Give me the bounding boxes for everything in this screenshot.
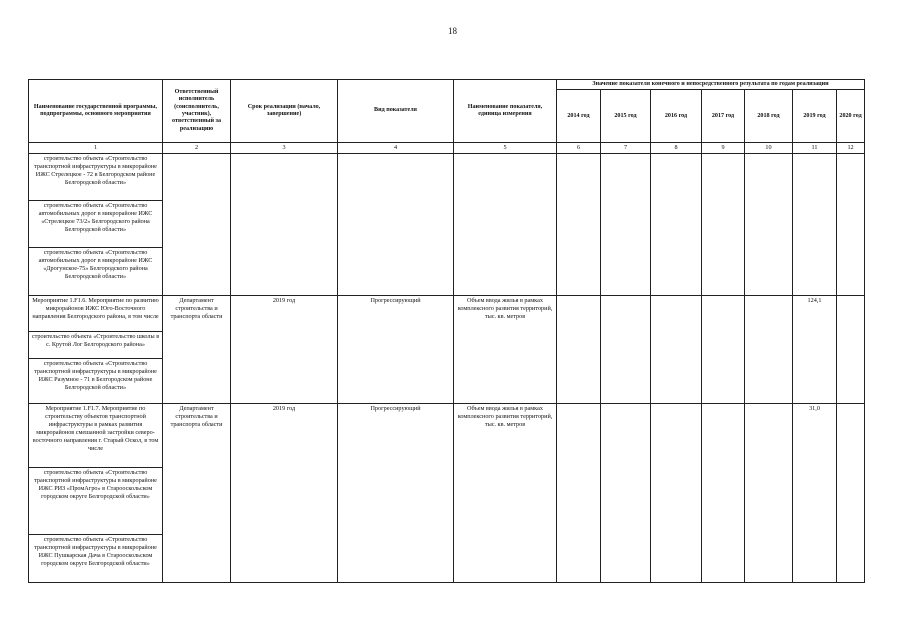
type-cell: Прогрессирующий bbox=[338, 404, 454, 583]
table-row bbox=[29, 296, 865, 332]
header-group-title: Значение показателя конечного и непосредственного результата по годам реализации bbox=[557, 80, 865, 90]
header-year: 2014 год bbox=[557, 90, 601, 143]
col-number: 6 bbox=[557, 143, 601, 154]
page-number: 18 bbox=[448, 26, 457, 36]
cell-empty bbox=[702, 404, 745, 583]
header-name: Наименование государственной программы, подпрограммы, основного мероприятия bbox=[29, 80, 163, 143]
executor-cell: Департамент строительства и транспорта области bbox=[163, 296, 231, 404]
cell-empty bbox=[837, 154, 865, 296]
col-number: 1 bbox=[29, 143, 163, 154]
col-number: 2 bbox=[163, 143, 231, 154]
indicators-table bbox=[28, 79, 865, 583]
period-cell: 2019 год bbox=[231, 296, 338, 404]
cell-empty bbox=[163, 154, 231, 296]
row-name: Мероприятие 1.F1.6. Мероприятие по развитию микрорайонов ИЖС Юго-Восточного направления Белгородского района, в том числе bbox=[29, 296, 163, 332]
row-name: строительство объекта «Строительство транспортной инфраструктуры в микрорайоне ИЖС Разумное - 71 в Белгородском районе Белгородской области» bbox=[29, 359, 163, 404]
col-number: 11 bbox=[793, 143, 837, 154]
header-period: Срок реализации (начало, завершение) bbox=[231, 80, 338, 143]
cell-empty bbox=[338, 154, 454, 296]
row-name: строительство объекта «Строительство автомобильных дорог в микрорайоне ИЖС «Дрогунское-75» Белгородского района Белгородской области» bbox=[29, 248, 163, 296]
header-row-top bbox=[29, 80, 865, 90]
value-2019-cell: 31,0 bbox=[793, 404, 837, 583]
cell-empty bbox=[557, 404, 601, 583]
indicator-cell: Объем ввода жилья в рамках комплексного развития территорий, тыс. кв. метров bbox=[454, 296, 557, 404]
header-year: 2020 год bbox=[837, 90, 865, 143]
row-name: строительство объекта «Строительство автомобильных дорог в микрорайоне ИЖС «Стрелецкое 73/2» Белгородского района Белгородской области» bbox=[29, 201, 163, 248]
col-number: 12 bbox=[837, 143, 865, 154]
col-number: 10 bbox=[745, 143, 793, 154]
col-number: 5 bbox=[454, 143, 557, 154]
cell-empty bbox=[745, 296, 793, 404]
cell-empty bbox=[793, 154, 837, 296]
cell-empty bbox=[837, 404, 865, 583]
row-name: Мероприятие 1.F1.7. Мероприятие по строительству объектов транспортной инфраструктуры в рамках развития микрорайонов смешанной застройки северо-восточного направления г. Старый Оскол, в том числе bbox=[29, 404, 163, 468]
header-executor: Ответственный исполнитель (соисполнитель, участник), ответственный за реализацию bbox=[163, 80, 231, 143]
header-year: 2015 год bbox=[601, 90, 651, 143]
col-number: 3 bbox=[231, 143, 338, 154]
cell-empty bbox=[702, 296, 745, 404]
cell-empty bbox=[601, 404, 651, 583]
header-year: 2019 год bbox=[793, 90, 837, 143]
row-name: строительство объекта «Строительство транспортной инфраструктуры в микрорайоне ИЖС РИЗ «ПромАгро» в Старооскольском городском округе Белгородской области» bbox=[29, 468, 163, 535]
row-name: строительство объекта «Строительство транспортной инфраструктуры в микрорайоне ИЖС Пушкарская Дача в Старооскольском городском округе Белгородской области» bbox=[29, 535, 163, 583]
indicator-cell: Объем ввода жилья в рамках комплексного развития территорий, тыс. кв. метров bbox=[454, 404, 557, 583]
executor-cell: Департамент строительства и транспорта области bbox=[163, 404, 231, 583]
row-name: строительство объекта «Строительство транспортной инфраструктуры в микрорайоне ИЖС Стрелецкое - 72 в Белгородском районе Белгородской области» bbox=[29, 154, 163, 201]
cell-empty bbox=[651, 154, 702, 296]
table-row bbox=[29, 154, 865, 201]
col-number: 4 bbox=[338, 143, 454, 154]
cell-empty bbox=[651, 404, 702, 583]
cell-empty bbox=[651, 296, 702, 404]
cell-empty bbox=[837, 296, 865, 404]
column-number-row bbox=[29, 143, 865, 154]
header-year: 2018 год bbox=[745, 90, 793, 143]
header-type: Вид показателя bbox=[338, 80, 454, 143]
cell-empty bbox=[601, 154, 651, 296]
cell-empty bbox=[702, 154, 745, 296]
cell-empty bbox=[557, 296, 601, 404]
row-name: строительство объекта «Строительство школы в с. Крутой Лог Белгородского района» bbox=[29, 332, 163, 359]
cell-empty bbox=[601, 296, 651, 404]
cell-empty bbox=[745, 404, 793, 583]
table-row bbox=[29, 404, 865, 468]
type-cell: Прогрессирующий bbox=[338, 296, 454, 404]
col-number: 8 bbox=[651, 143, 702, 154]
cell-empty bbox=[557, 154, 601, 296]
cell-empty bbox=[745, 154, 793, 296]
cell-empty bbox=[231, 154, 338, 296]
col-number: 7 bbox=[601, 143, 651, 154]
cell-empty bbox=[454, 154, 557, 296]
header-year: 2017 год bbox=[702, 90, 745, 143]
header-indicator: Наименование показателя, единица измерения bbox=[454, 80, 557, 143]
col-number: 9 bbox=[702, 143, 745, 154]
period-cell: 2019 год bbox=[231, 404, 338, 583]
value-2019-cell: 124,1 bbox=[793, 296, 837, 404]
header-year: 2016 год bbox=[651, 90, 702, 143]
